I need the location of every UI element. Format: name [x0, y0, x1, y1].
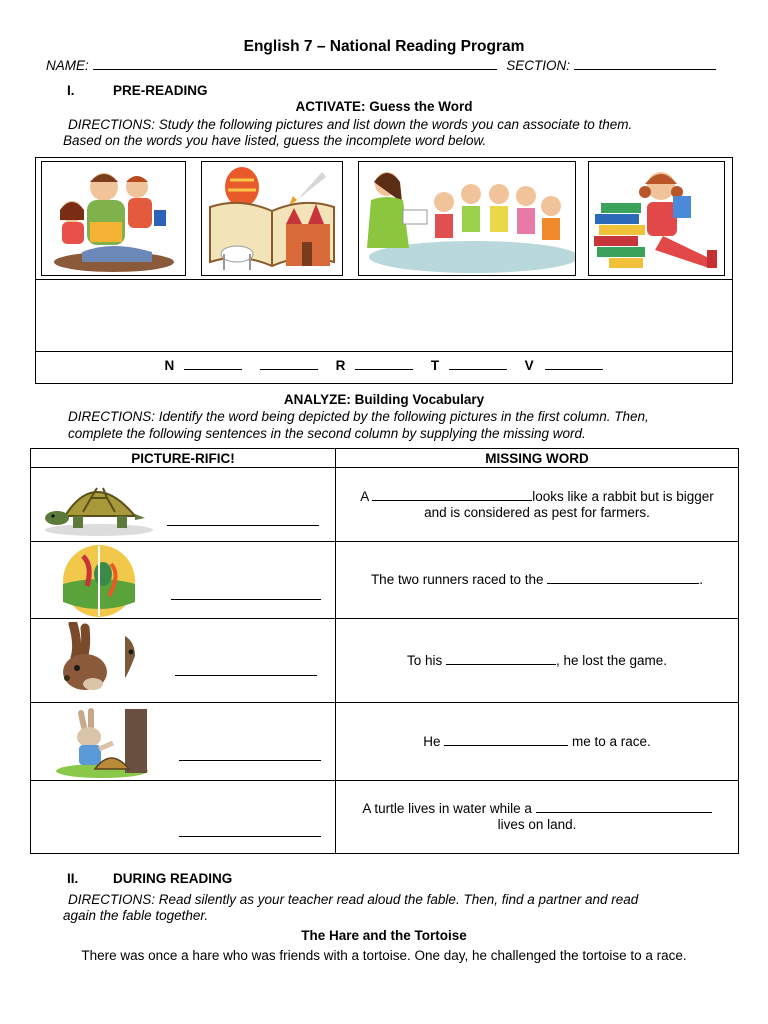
during-directions-1: DIRECTIONS: Read silently as your teacher read aloud the fable. Then, find a partner and read — [68, 892, 639, 907]
guess-blank[interactable] — [355, 359, 413, 370]
name-field[interactable] — [93, 58, 497, 70]
table-row — [31, 703, 739, 781]
col-header-missing-word: MISSING WORD — [336, 449, 739, 468]
tortoise-icon — [43, 472, 155, 543]
activate-directions-2: Based on the words you have listed, guess the incomplete word below. — [63, 133, 487, 148]
guess-letter: V — [524, 358, 534, 373]
name-section-row — [46, 58, 716, 73]
name-label: NAME: — [46, 58, 89, 73]
sentence-blank-1[interactable] — [372, 489, 532, 501]
guess-word-blanks — [36, 358, 732, 373]
table-row — [31, 468, 739, 542]
answer-line-3[interactable] — [175, 675, 317, 676]
guess-blank[interactable] — [545, 359, 603, 370]
section-field[interactable] — [574, 58, 716, 70]
sentence-blank-5[interactable] — [536, 801, 712, 813]
sentence-blank-4[interactable] — [444, 734, 568, 746]
vocabulary-table — [30, 448, 739, 854]
guess-blank[interactable] — [184, 359, 242, 370]
missing-word-sentence-5: A turtle lives in water while a lives on land. — [336, 801, 738, 833]
hare-tortoise-icon — [55, 705, 149, 784]
missing-word-sentence-1: A looks like a rabbit but is bigger and is considered as pest for farmers. — [360, 488, 714, 520]
pre-reading-heading: I. PRE-READING — [67, 83, 208, 98]
sentence-blank-2[interactable] — [547, 572, 699, 584]
table-row — [31, 619, 739, 703]
missing-word-sentence-3: To his , he lost the game. — [406, 652, 668, 668]
missing-word-sentence-4: He me to a race. — [423, 733, 651, 749]
analyze-directions-2: complete the following sentences in the second column by supplying the missing word. — [68, 426, 586, 441]
analyze-title: ANALYZE: Building Vocabulary — [283, 392, 485, 407]
during-directions-2: again the fable together. — [63, 908, 209, 923]
missing-word-sentence-2: The two runners raced to the . — [370, 572, 704, 587]
guess-letter: N — [164, 358, 175, 373]
guess-letter: R — [335, 358, 346, 373]
analyze-directions-1: DIRECTIONS: Identify the word being depicted by the following pictures in the first column. Then, — [68, 409, 649, 424]
activate-title: ACTIVATE: Guess the Word — [295, 99, 473, 114]
during-reading-heading: II. DURING READING — [67, 871, 233, 886]
sentence-blank-3[interactable] — [446, 653, 556, 665]
answer-line-2[interactable] — [171, 599, 321, 600]
answer-line-1[interactable] — [167, 525, 319, 526]
answer-line-4[interactable] — [179, 760, 321, 761]
guess-blank[interactable] — [260, 359, 318, 370]
answer-line-5[interactable] — [179, 836, 321, 837]
section-label: SECTION: — [506, 58, 571, 73]
rabbit-head-icon — [55, 622, 143, 703]
race-icon — [53, 544, 145, 623]
guess-word-box — [35, 157, 733, 384]
story-text: There was once a hare who was friends with a tortoise. One day, he challenged the tortoise to a race. — [81, 948, 687, 963]
family-reading-icon — [41, 161, 186, 276]
table-row — [31, 542, 739, 619]
guess-letter: T — [430, 358, 440, 373]
storybook-icon — [201, 161, 343, 276]
girl-reading-icon — [588, 161, 725, 276]
teacher-class-icon — [358, 161, 576, 276]
page-title: English 7 – National Reading Program — [243, 38, 525, 55]
activate-directions-1: DIRECTIONS: Study the following pictures and list down the words you can associate to them. — [68, 117, 633, 132]
table-row — [31, 781, 739, 854]
col-header-picture: PICTURE-RIFIC! — [31, 449, 336, 468]
guess-blank[interactable] — [449, 359, 507, 370]
story-title: The Hare and the Tortoise — [301, 928, 467, 943]
